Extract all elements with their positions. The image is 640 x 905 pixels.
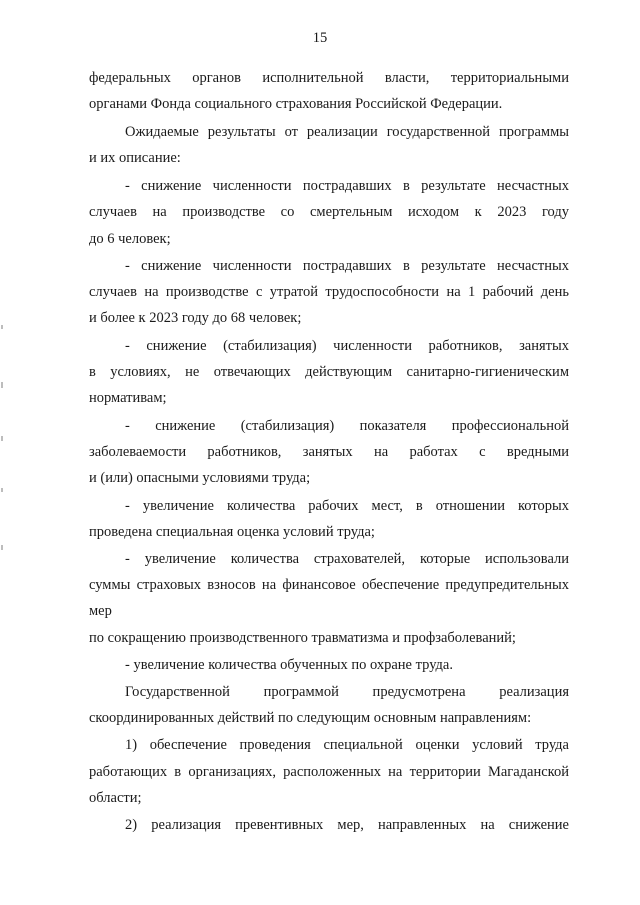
text-line: заболеваемости работников, занятых на работах с вредными xyxy=(89,444,569,460)
text-line: - снижение (стабилизация) показателя профессиональной xyxy=(125,418,569,434)
text-line: - увеличение количества рабочих мест, в отношении которых xyxy=(125,498,569,514)
text-line: - увеличение количества страхователей, которые использовали xyxy=(125,551,569,567)
text-line: и более к 2023 году до 68 человек; xyxy=(89,310,302,326)
text-line: Ожидаемые результаты от реализации государственной программы xyxy=(125,124,569,140)
scan-speck xyxy=(1,436,3,441)
scan-speck xyxy=(1,325,3,329)
text-line: области; xyxy=(89,790,142,806)
text-line: - снижение численности пострадавших в результате несчастных xyxy=(125,178,569,194)
text-line: работающих в организациях, расположенных на территории Магаданской xyxy=(89,764,569,780)
page-number: 15 xyxy=(312,30,328,46)
text-line: скоординированных действий по следующим основным направлениям: xyxy=(89,710,532,726)
text-line: до 6 человек; xyxy=(89,231,171,247)
text-line: и (или) опасными условиями труда; xyxy=(89,470,311,486)
scan-speck xyxy=(1,382,3,388)
text-line: нормативам; xyxy=(89,390,167,406)
scan-speck xyxy=(1,545,3,550)
text-line: - увеличение количества обученных по охране труда. xyxy=(125,657,453,673)
text-line: - снижение (стабилизация) численности работников, занятых xyxy=(125,338,569,354)
scan-speck xyxy=(1,488,3,492)
text-line: случаев на производстве со смертельным исходом к 2023 году xyxy=(89,204,569,220)
text-line: Государственной программой предусмотрена реализация xyxy=(125,684,569,700)
text-line: федеральных органов исполнительной власти, территориальными xyxy=(89,70,569,86)
text-line: суммы страховых взносов на финансовое обеспечение предупредительных xyxy=(89,577,569,593)
text-line: органами Фонда социального страхования Российской Федерации. xyxy=(89,96,503,112)
text-line: проведена специальная оценка условий труда; xyxy=(89,524,375,540)
text-line: 2) реализация превентивных мер, направленных на снижение xyxy=(125,817,569,833)
text-line: случаев на производстве с утратой трудоспособности на 1 рабочий день xyxy=(89,284,569,300)
text-line: 1) обеспечение проведения специальной оценки условий труда xyxy=(125,737,569,753)
text-line: мер xyxy=(89,603,112,619)
text-line: - снижение численности пострадавших в результате несчастных xyxy=(125,258,569,274)
text-line: по сокращению производственного травматизма и профзаболеваний; xyxy=(89,630,516,646)
text-line: в условиях, не отвечающих действующим санитарно-гигиеническим xyxy=(89,364,569,380)
text-line: и их описание: xyxy=(89,150,181,166)
